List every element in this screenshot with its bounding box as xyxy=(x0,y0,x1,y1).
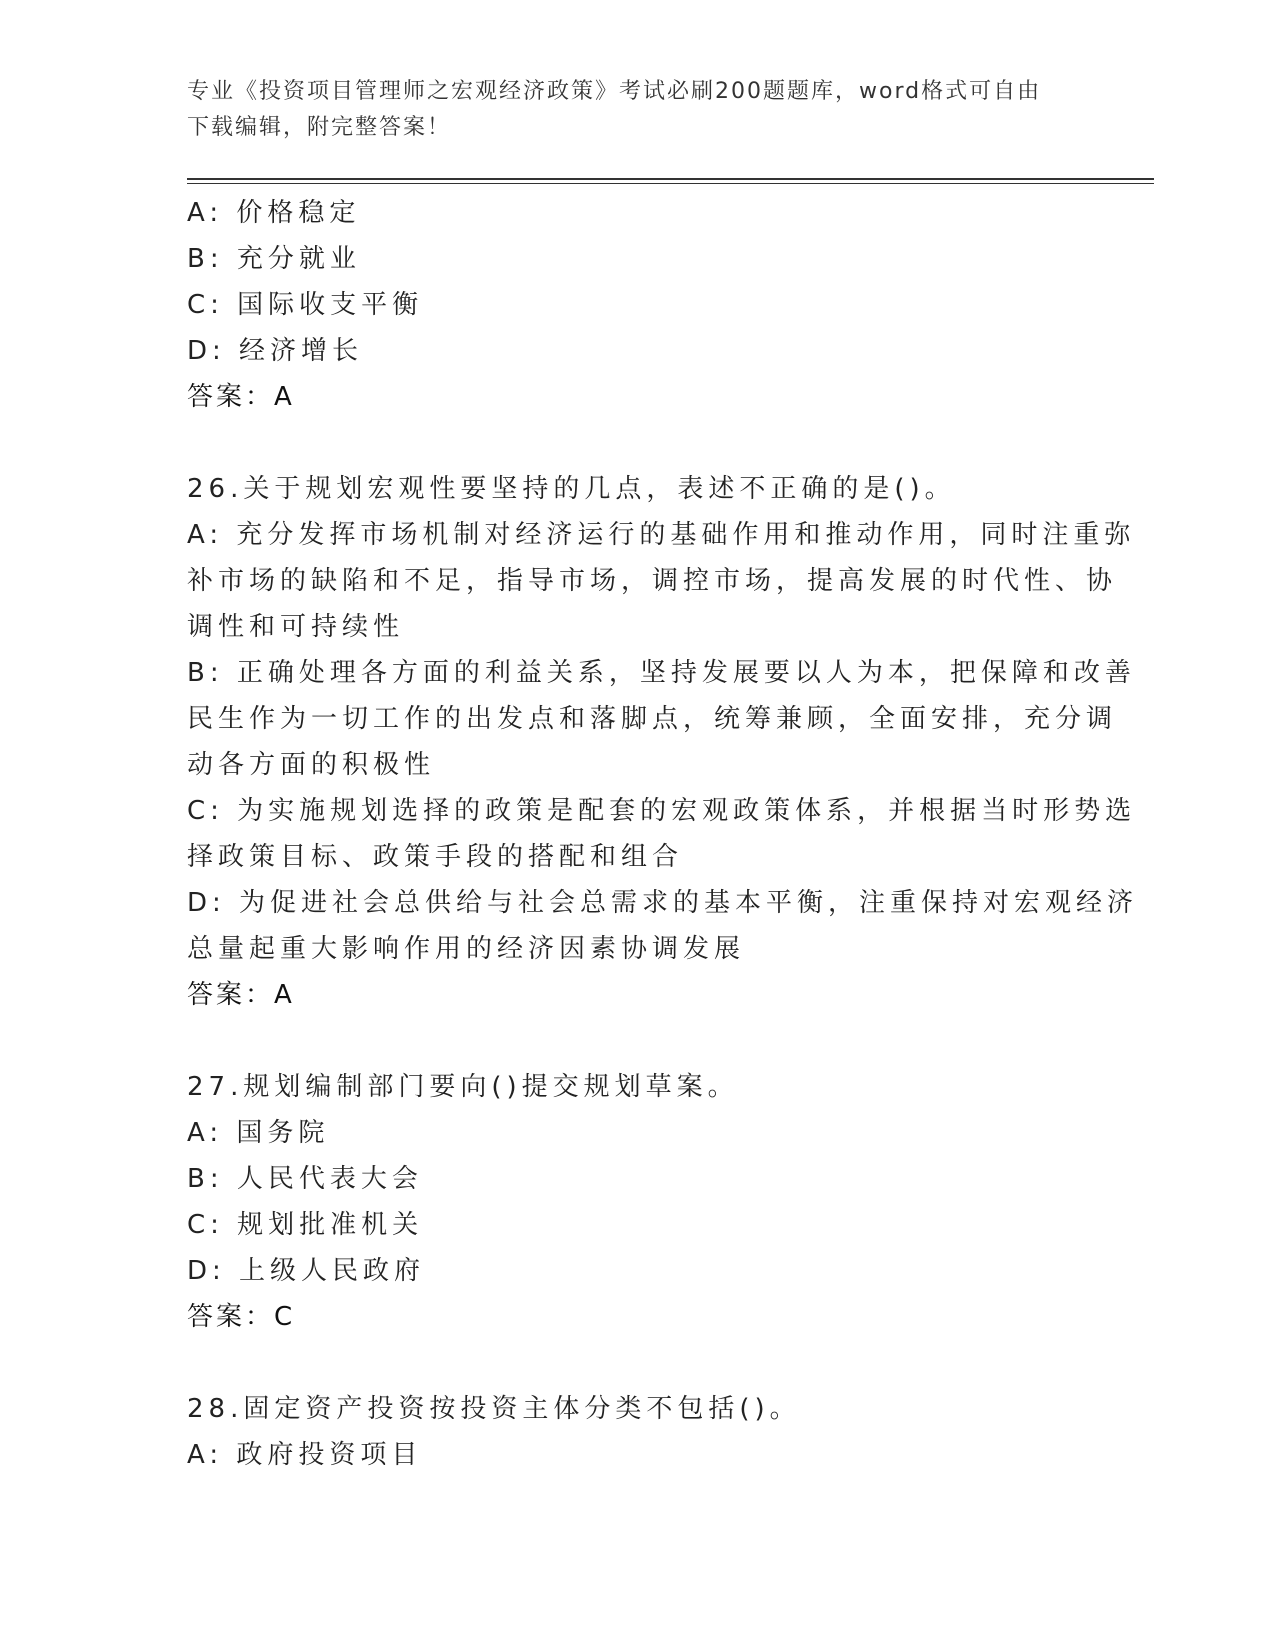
document-header xyxy=(187,74,1067,146)
option-a: A: 价格稳定 xyxy=(187,198,361,228)
question-28 xyxy=(187,1386,1087,1478)
header-line-1: 专业《投资项目管理师之宏观经济政策》考试必刷200题题库，word格式可自由 xyxy=(187,79,1042,104)
option-a-line-1: A: 充分发挥市场机制对经济运行的基础作用和推动作用，同时注重弥 xyxy=(187,520,1136,550)
option-b-line-2: 民生作为一切工作的出发点和落脚点，统筹兼顾，全面安排，充分调 xyxy=(187,704,1118,734)
header-line-2: 下载编辑，附完整答案！ xyxy=(187,115,452,140)
option-b-line-3: 动各方面的积极性 xyxy=(187,750,436,780)
option-a-line-2: 补市场的缺陷和不足，指导市场，调控市场，提高发展的时代性、协 xyxy=(187,566,1118,596)
option-a: A: 国务院 xyxy=(187,1118,330,1148)
option-d-line-2: 总量起重大影响作用的经济因素协调发展 xyxy=(187,934,746,964)
option-c: C: 规划批准机关 xyxy=(187,1210,424,1240)
option-b: B: 充分就业 xyxy=(187,244,361,274)
header-rule-thick xyxy=(187,178,1154,180)
option-b: B: 人民代表大会 xyxy=(187,1164,423,1194)
prev-question xyxy=(187,190,1087,420)
question-content xyxy=(187,190,1139,1478)
option-d-line-1: D: 为促进社会总供给与社会总需求的基本平衡，注重保持对宏观经济 xyxy=(187,888,1139,918)
option-b-line-1: B: 正确处理各方面的利益关系，坚持发展要以人为本，把保障和改善 xyxy=(187,658,1136,688)
answer: 答案：C xyxy=(187,1302,296,1332)
question-26 xyxy=(187,466,1139,1018)
header-rule-thin xyxy=(187,183,1154,184)
question-27 xyxy=(187,1064,1087,1340)
question-text: 27.规划编制部门要向()提交规划草案。 xyxy=(187,1072,739,1102)
option-c: C: 国际收支平衡 xyxy=(187,290,424,320)
answer: 答案：A xyxy=(187,980,295,1010)
answer: 答案：A xyxy=(187,382,295,412)
option-c-line-2: 择政策目标、政策手段的搭配和组合 xyxy=(187,842,684,872)
option-a-line-3: 调性和可持续性 xyxy=(187,612,405,642)
question-text: 26.关于规划宏观性要坚持的几点，表述不正确的是()。 xyxy=(187,474,956,504)
question-text: 28.固定资产投资按投资主体分类不包括()。 xyxy=(187,1394,801,1424)
option-c-line-1: C: 为实施规划选择的政策是配套的宏观政策体系，并根据当时形势选 xyxy=(187,796,1137,826)
option-d: D: 经济增长 xyxy=(187,336,364,366)
option-a: A: 政府投资项目 xyxy=(187,1440,423,1470)
option-d: D: 上级人民政府 xyxy=(187,1256,426,1286)
